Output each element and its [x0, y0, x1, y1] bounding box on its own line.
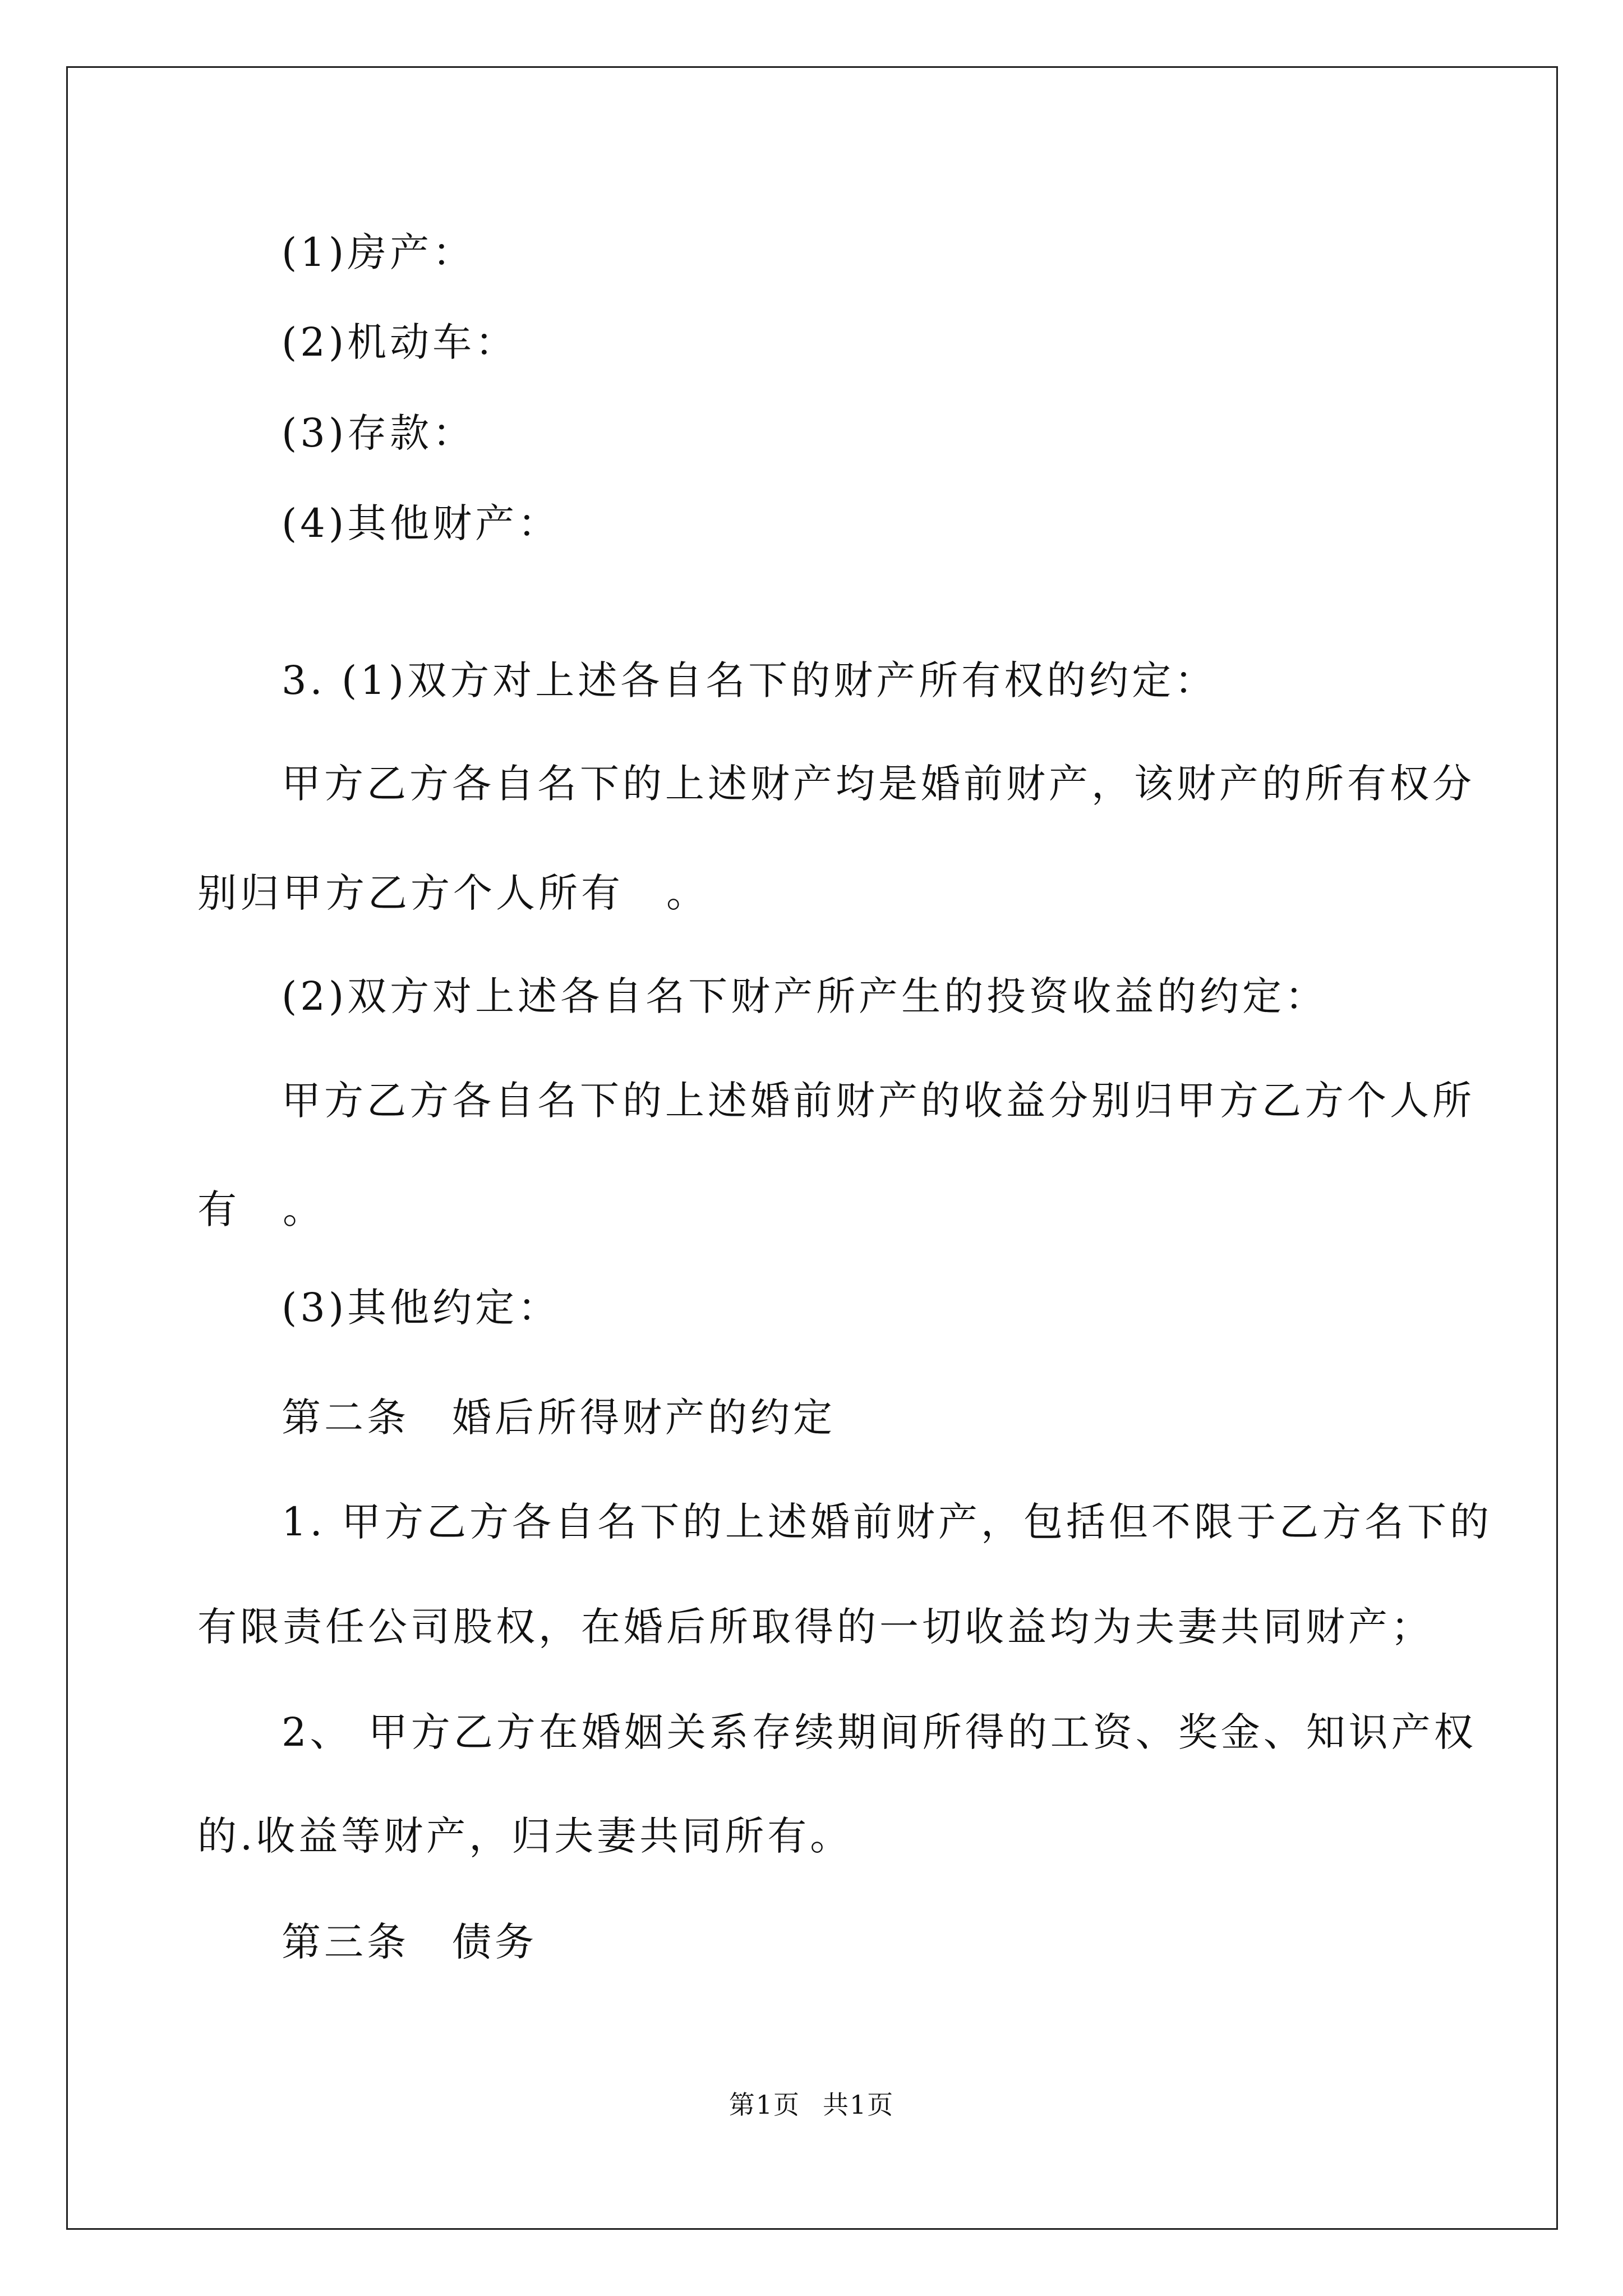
- clause-3-1-text-line2: 别归甲方乙方个人所有 。: [197, 870, 709, 916]
- article-2-title: 第二条 婚后所得财产的约定: [282, 1395, 836, 1441]
- article-3-title: 第三条 债务: [282, 1919, 537, 1965]
- clause-3-3-heading: (3)其他约定：: [282, 1285, 561, 1331]
- page-number: 第1页: [728, 2090, 800, 2120]
- article-2-item-1-line2: 有限责任公司股权，在婚后所取得的一切收益均为夫妻共同财产；: [197, 1604, 1433, 1650]
- article-2-item-2-line2: 的.收益等财产，归夫妻共同所有。: [197, 1813, 853, 1859]
- clause-3-2-heading: (2)双方对上述各自名下财产所产生的投资收益的约定：: [282, 973, 1328, 1019]
- item-property-vehicle: (2)机动车：: [282, 319, 518, 365]
- item-property-deposit: (3)存款：: [282, 410, 476, 456]
- item-property-house: (1)房产：: [282, 229, 476, 275]
- page-total: 共1页: [823, 2090, 895, 2120]
- clause-3-1-heading: 3. (1)双方对上述各自名下的财产所有权的约定：: [282, 657, 1218, 703]
- article-2-item-1-line1: 1. 甲方乙方各自名下的上述婚前财产，包括但不限于乙方名下的: [282, 1499, 1493, 1545]
- page-footer: [0, 2088, 1623, 2122]
- clause-3-2-text-line1: 甲方乙方各自名下的上述婚前财产的收益分别归甲方乙方个人所: [282, 1078, 1475, 1124]
- clause-3-2-text-line2: 有 。: [197, 1186, 325, 1232]
- article-2-item-2-line1: 2、 甲方乙方在婚姻关系存续期间所得的工资、奖金、知识产权: [282, 1709, 1477, 1755]
- clause-3-1-text-line1: 甲方乙方各自名下的上述财产均是婚前财产，该财产的所有权分: [282, 761, 1475, 807]
- item-property-other: (4)其他财产：: [282, 500, 561, 546]
- page-border: [66, 66, 1558, 2230]
